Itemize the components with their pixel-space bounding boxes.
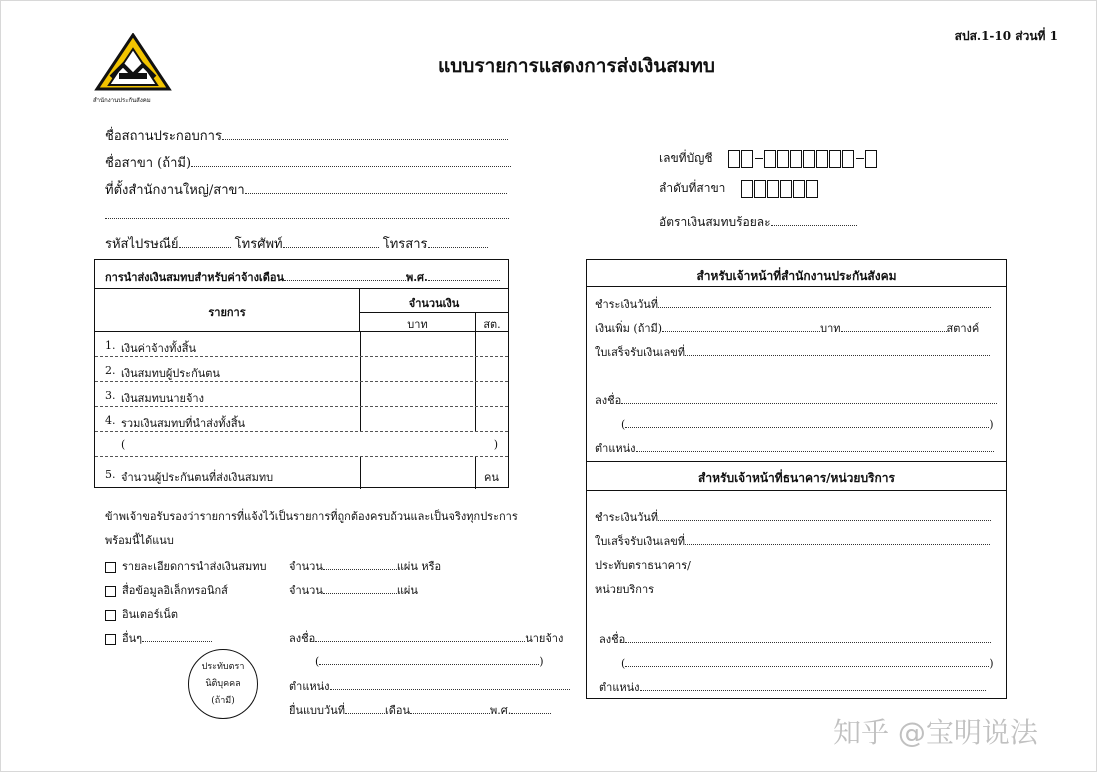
- sso-logo-icon: [93, 33, 173, 93]
- bank-position-field[interactable]: ตำแหน่ง: [599, 678, 986, 696]
- employer-name-field[interactable]: ( ): [315, 652, 544, 668]
- sso-logo: [93, 33, 173, 103]
- checkbox-icon[interactable]: [105, 586, 116, 597]
- contact-field[interactable]: [105, 233, 488, 254]
- baht-cell[interactable]: [360, 332, 476, 356]
- page-title: แบบรายการแสดงการส่งเงินสมทบ: [438, 55, 715, 77]
- phone-label: โทรศัพท์: [234, 237, 283, 252]
- attach-option-electronic[interactable]: สื่อข้อมูลอิเล็กทรอนิกส์: [105, 581, 228, 599]
- branch-seq-field[interactable]: [659, 179, 819, 198]
- table-header-row: การนำส่งเงินสมทบสำหรับค่าจ้างเดือน พ.ศ.: [95, 260, 508, 289]
- office-section-title: สำหรับเจ้าหน้าที่สำนักงานประกันสังคม: [587, 260, 1006, 287]
- branch-seq-label: ลำดับที่สาขา: [659, 181, 726, 195]
- office-signature-field[interactable]: ลงชื่อ: [595, 391, 997, 409]
- postal-code-label: รหัสไปรษณีย์: [105, 237, 179, 252]
- company-stamp-area: ประทับตรา นิติบุคคล (ถ้ามี): [188, 649, 258, 719]
- official-use-panel: [586, 259, 1007, 699]
- branch-name-field[interactable]: ชื่อสาขา (ถ้ามี): [105, 152, 511, 173]
- bank-stamp-label-1: ประทับตราธนาคาร/: [595, 559, 691, 572]
- bank-paid-date-field[interactable]: ชำระเงินวันที่: [595, 508, 991, 526]
- watermark: 知乎 @宝明说法: [833, 716, 1038, 749]
- col-satang-header: สต.: [476, 313, 508, 332]
- account-number-field[interactable]: [659, 149, 878, 168]
- bank-section-title: สำหรับเจ้าหน้าที่ธนาคาร/หน่วยบริการ: [587, 461, 1006, 491]
- bank-stamp-label-2: หน่วยบริการ: [595, 583, 655, 596]
- baht-cell[interactable]: [360, 357, 476, 381]
- table-row: 4. รวมเงินสมทบที่นำส่งทั้งสิ้น: [95, 407, 508, 432]
- table-row-insured-count: 5. จำนวนผู้ประกันตนที่ส่งเงินสมทบ คน: [95, 457, 508, 489]
- certify-line-2: พร้อมนี้ได้แนบ: [105, 534, 174, 547]
- table-rows: [95, 332, 508, 489]
- certify-line-1: ข้าพเจ้าขอรับรองว่ารายการที่แจ้งไว้เป็นรายการที่ถูกต้องครบถ้วนและเป็นจริงทุกประการ: [105, 510, 518, 523]
- col-amount-header: จำนวนเงิน: [360, 289, 508, 313]
- table-row: 2. เงินสมทบผู้ประกันตน: [95, 357, 508, 382]
- baht-cell[interactable]: [360, 382, 476, 406]
- attach-option-detail[interactable]: รายละเอียดการนำส่งเงินสมทบ: [105, 557, 267, 575]
- attach-option-other[interactable]: อื่นๆ: [105, 629, 212, 647]
- office-name-field[interactable]: ( ): [621, 415, 994, 431]
- office-paid-date-field[interactable]: ชำระเงินวันที่: [595, 295, 991, 313]
- fax-label: โทรสาร: [382, 237, 428, 252]
- rate-field[interactable]: อัตราเงินสมทบร้อยละ: [659, 213, 857, 232]
- address-field-2[interactable]: [105, 206, 509, 223]
- attach-detail-qty[interactable]: จำนวน แผ่น หรือ: [289, 557, 441, 575]
- bank-signature-field[interactable]: ลงชื่อ: [599, 630, 991, 648]
- attach-electronic-qty[interactable]: จำนวน แผ่น: [289, 581, 418, 599]
- office-position-field[interactable]: ตำแหน่ง: [595, 439, 994, 457]
- checkbox-icon[interactable]: [105, 610, 116, 621]
- table-row-amount-words[interactable]: ( ): [95, 432, 508, 457]
- attach-option-internet[interactable]: อินเตอร์เน็ต: [105, 605, 178, 623]
- office-surcharge-field[interactable]: เงินเพิ่ม (ถ้ามี) บาท สตางค์: [595, 319, 979, 337]
- office-receipt-field[interactable]: ใบเสร็จรับเงินเลขที่: [595, 343, 990, 361]
- submit-date-field[interactable]: ยื่นแบบวันที่ เดือน พ.ศ.: [289, 701, 551, 719]
- establishment-name-field[interactable]: ชื่อสถานประกอบการ: [105, 125, 508, 146]
- logo-caption: สำนักงานประกันสังคม: [93, 97, 151, 104]
- address-field[interactable]: ที่ตั้งสำนักงานใหญ่/สาขา: [105, 179, 507, 200]
- col-items-header: รายการ: [95, 289, 360, 332]
- employer-signature-field[interactable]: ลงชื่อ นายจ้าง: [289, 629, 563, 647]
- table-row: 3. เงินสมทบนายจ้าง: [95, 382, 508, 407]
- contribution-table: [94, 259, 509, 488]
- baht-cell[interactable]: [360, 407, 476, 431]
- count-cell[interactable]: [360, 457, 476, 489]
- bank-name-field[interactable]: ( ): [621, 654, 994, 670]
- col-baht-header: บาท: [360, 313, 476, 332]
- employer-position-field[interactable]: ตำแหน่ง: [289, 677, 570, 695]
- checkbox-icon[interactable]: [105, 562, 116, 573]
- form-code: สปส.1-10 ส่วนที่ 1: [954, 29, 1058, 43]
- bank-receipt-field[interactable]: ใบเสร็จรับเงินเลขที่: [595, 532, 990, 550]
- table-row: 1. เงินค่าจ้างทั้งสิ้น: [95, 332, 508, 357]
- checkbox-icon[interactable]: [105, 634, 116, 645]
- account-number-label: เลขที่บัญชี: [659, 151, 713, 165]
